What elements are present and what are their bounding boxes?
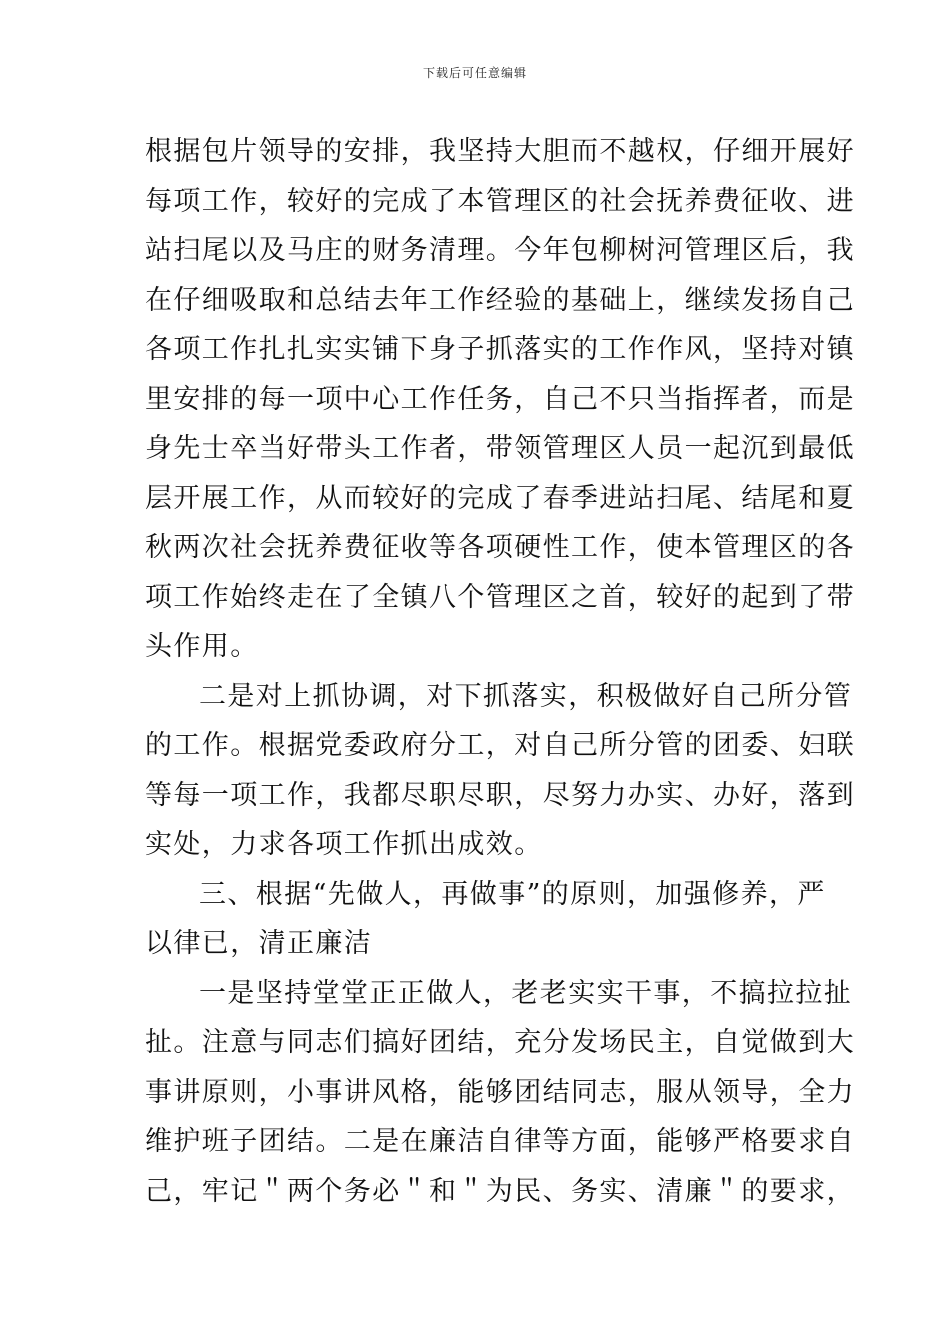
page-header: 下载后可任意编辑 bbox=[422, 66, 527, 80]
body-line: 每项工作，较好的完成了本管理区的社会抚养费征收、进 bbox=[145, 185, 855, 217]
body-line: 实处，力求各项工作抓出成效。 bbox=[145, 829, 543, 860]
body-line: 站扫尾以及马庄的财务清理。今年包柳树河管理区后，我 bbox=[145, 235, 855, 266]
body-line: 身先士卒当好带头工作者，带领管理区人员一起沉到最低 bbox=[145, 433, 855, 464]
body-line: 等每一项工作，我都尽职尽职，尽努力办实、办好，落到 bbox=[145, 779, 855, 811]
body-line: 维护班子团结。二是在廉洁自律等方面，能够严格要求自 bbox=[145, 1126, 855, 1157]
body-line: 事讲原则，小事讲风格，能够团结同志，服从领导，全力 bbox=[145, 1076, 855, 1108]
document-body bbox=[145, 127, 855, 1216]
body-line: 层开展工作，从而较好的完成了春季进站扫尾、结尾和夏 bbox=[145, 482, 855, 514]
body-line: 的工作。根据党委政府分工，对自己所分管的团委、妇联 bbox=[145, 730, 855, 761]
body-line: 项工作始终走在了全镇八个管理区之首，较好的起到了带 bbox=[145, 581, 855, 613]
body-line: 根据包片领导的安排，我坚持大胆而不越权，仔细开展好 bbox=[145, 136, 855, 167]
body-line: 秋两次社会抚养费征收等各项硬性工作，使本管理区的各 bbox=[145, 532, 855, 563]
body-line: 各项工作扎扎实实铺下身子抓落实的工作作风，坚持对镇 bbox=[145, 334, 855, 365]
paragraph-start-line: 一是坚持堂堂正正做人，老老实实干事，不搞拉拉扯 bbox=[199, 977, 853, 1009]
body-line: 在仔细吸取和总结去年工作经验的基础上，继续发扬自己 bbox=[145, 284, 855, 316]
body-line: 扯。注意与同志们搞好团结，充分发场民主，自觉做到大 bbox=[145, 1027, 855, 1058]
body-line: 头作用。 bbox=[145, 631, 259, 662]
section-heading-line: 以律已，清正廉洁 bbox=[145, 928, 373, 959]
body-line: 己，牢记＂两个务必＂和＂为民、务实、清廉＂的要求， bbox=[145, 1175, 855, 1207]
section-heading-line: 三、根据“先做人，再做事”的原则，加强修养，严 bbox=[199, 878, 826, 910]
body-line: 里安排的每一项中心工作任务，自己不只当指挥者，而是 bbox=[145, 383, 855, 415]
paragraph-start-line: 二是对上抓协调，对下抓落实，积极做好自己所分管 bbox=[199, 680, 853, 712]
